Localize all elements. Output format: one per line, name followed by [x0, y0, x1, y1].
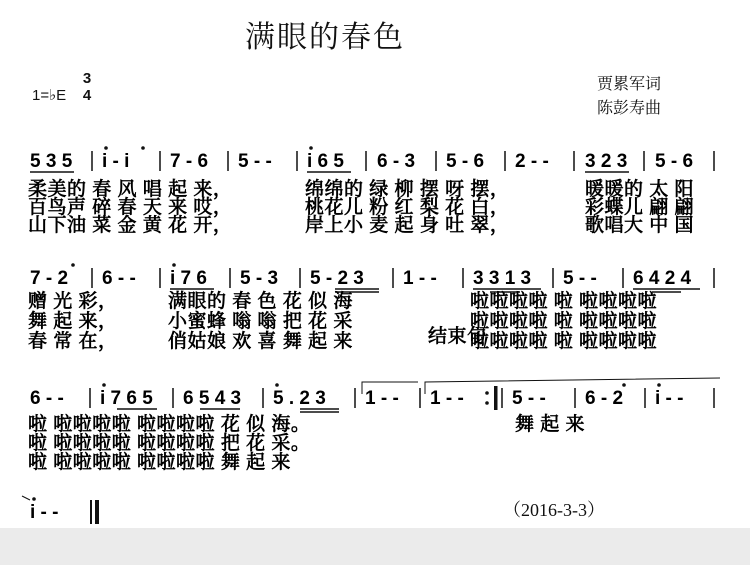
- lyric-line: 舞 起 来，: [28, 311, 118, 332]
- lyric-line: 啦 啦啦啦啦 啦啦啦啦 把 花 采。: [28, 433, 311, 454]
- lyric-line: 歌唱大 中 国: [585, 215, 695, 236]
- measure: i 6 5: [307, 151, 344, 172]
- song-title: 满眼的春色: [245, 20, 405, 55]
- measure: 6 - 3: [377, 151, 416, 172]
- measure: i - -: [30, 502, 59, 523]
- lyric-line: 柔美的 春 风 唱 起 来，: [28, 179, 233, 200]
- score-row-3: [30, 378, 720, 412]
- meter-top: 3: [82, 70, 92, 87]
- end-phrase-mark: 结束句: [428, 326, 487, 347]
- measure: 3 2 3: [585, 151, 628, 172]
- lyric-line: 啦啦啦啦 啦 啦啦啦啦: [470, 311, 658, 332]
- measure: 5 - -: [563, 268, 597, 289]
- measure: i - i: [102, 151, 130, 172]
- lyric-line: 春 常 在，: [28, 331, 118, 352]
- bottom-band: [0, 528, 750, 565]
- measure: 1 - -: [403, 268, 437, 289]
- measure: 6 - -: [30, 388, 64, 409]
- composer-credit: 陈彭寿曲: [597, 98, 662, 117]
- lyricist-credit: 贾累军词: [597, 74, 662, 93]
- lyric-line: 小蜜蜂 嗡 嗡 把 花 采: [168, 311, 353, 332]
- lyric-line: 啦 啦啦啦啦 啦啦啦啦 花 似 海。: [28, 414, 311, 435]
- measure: 6 5 4 3: [183, 388, 242, 409]
- score-row-4: [22, 496, 99, 524]
- lyrics-row-2: [28, 289, 658, 352]
- lyric-line: 山下油 菜 金 黄 花 开，: [28, 215, 233, 236]
- lyric-line: 暖暖的 太 阳: [585, 179, 695, 200]
- measure: 7 - 6: [170, 151, 209, 172]
- lyric-line: 绵绵的 绿 柳 摆 呀 摆，: [305, 179, 510, 200]
- measure: 5 - 6: [446, 151, 485, 172]
- measure: i 7 6 5: [100, 388, 153, 409]
- measure: 6 - 2: [585, 388, 624, 409]
- lyrics-row-3: [28, 412, 585, 473]
- lyrics-row-1: [28, 177, 694, 236]
- date-stamp: （2016-3-3）: [503, 500, 605, 520]
- measure: 5 3 5: [30, 151, 73, 172]
- lyric-line: 舞 起 来: [515, 414, 586, 435]
- measure: 5 - -: [238, 151, 272, 172]
- lyric-line: 满眼的 春 色 花 似 海: [168, 291, 353, 312]
- lyric-line: 百鸟声 碎 春 天 来 哎，: [28, 197, 233, 218]
- measure: 7 - 2: [30, 268, 69, 289]
- lyric-line: 啦啦啦啦 啦 啦啦啦啦: [470, 291, 658, 312]
- meter-bottom: 4: [82, 87, 92, 104]
- key-signature: 1=♭E: [32, 87, 67, 104]
- measure: 5 - 2 3: [310, 268, 364, 289]
- measure: 1 - -: [365, 388, 399, 409]
- measure: 2 - -: [515, 151, 549, 172]
- measure: i 7 6: [170, 268, 207, 289]
- measure: 5 - 6: [655, 151, 694, 172]
- measure: 6 4 2 4: [633, 268, 692, 289]
- lyric-line: 彩蝶儿 翩 翩: [585, 197, 695, 218]
- lyric-line: 啦 啦啦啦啦 啦啦啦啦 舞 起 来: [28, 452, 291, 473]
- measure: 3 3 1 3: [473, 268, 532, 289]
- lyric-line: 岸上小 麦 起 身 吐 翠，: [305, 215, 510, 236]
- lyric-line: 赠 光 彩，: [28, 291, 118, 312]
- measure: 5 - 3: [240, 268, 279, 289]
- measure: 5 - -: [512, 388, 546, 409]
- lyric-line: 啦啦啦啦 啦 啦啦啦啦: [470, 331, 658, 352]
- measure: 6 - -: [102, 268, 136, 289]
- score-row-1: [30, 146, 714, 172]
- measure: 1 - -: [430, 388, 464, 409]
- lyric-line: 桃花儿 粉 红 梨 花 白，: [305, 197, 510, 218]
- measure: i - -: [655, 388, 684, 409]
- lyric-line: 俏姑娘 欢 喜 舞 起 来: [168, 331, 353, 352]
- score-row-2: [30, 263, 714, 292]
- measure: 5 . 2 3: [273, 388, 326, 409]
